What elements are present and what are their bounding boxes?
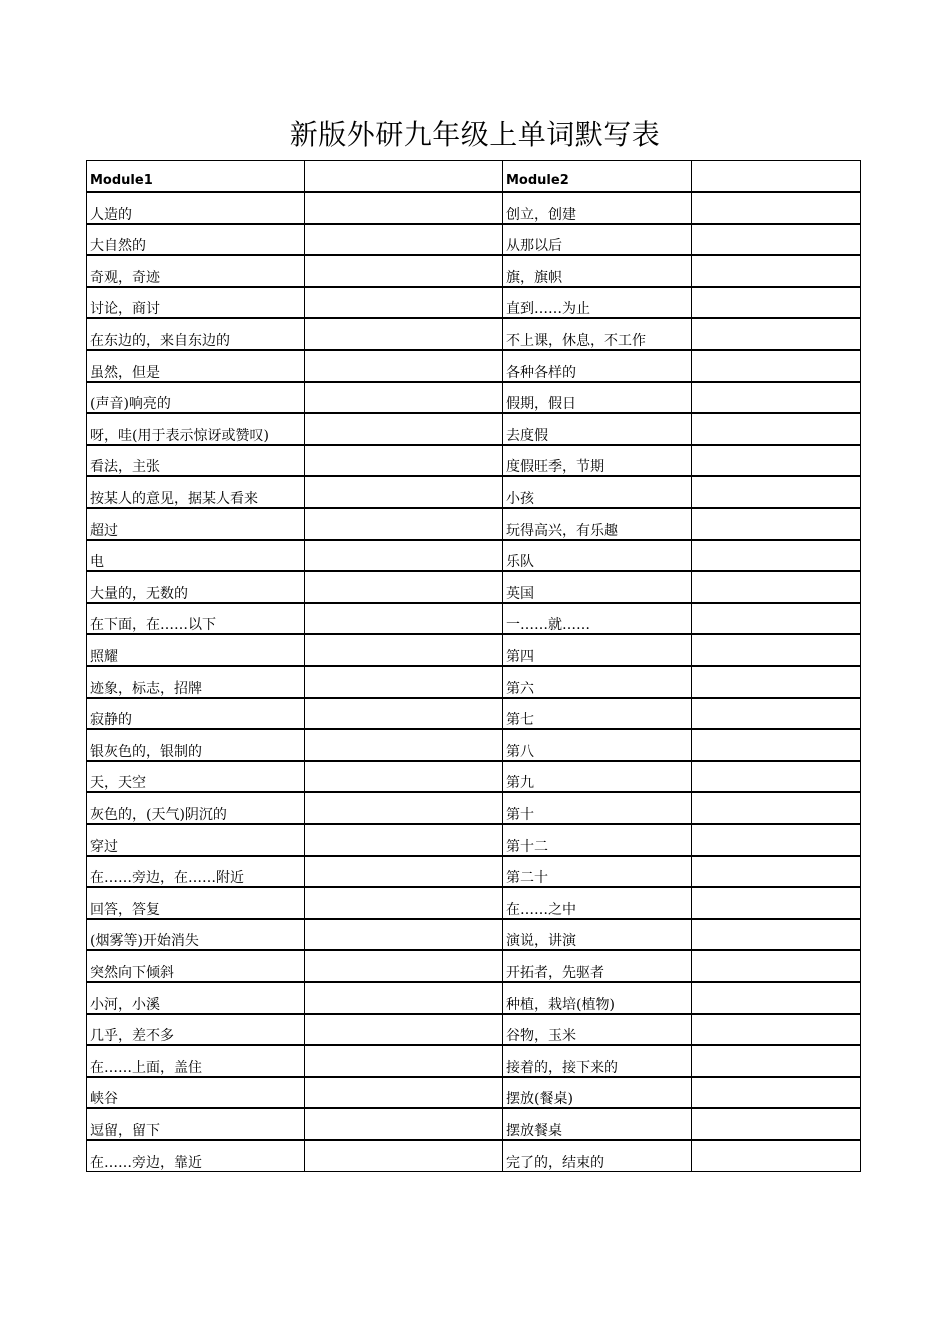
module1-answer-cell[interactable]	[305, 1014, 503, 1046]
module1-word: 在下面，在……以下	[87, 603, 305, 635]
module2-answer-cell[interactable]	[692, 856, 861, 888]
module2-answer-cell[interactable]	[692, 698, 861, 730]
module2-word: 摆放餐桌	[503, 1108, 692, 1140]
module1-word: 灰色的，(天气)阴沉的	[87, 792, 305, 824]
module2-word: 英国	[503, 571, 692, 603]
table-row	[87, 698, 861, 730]
module1-word: 照耀	[87, 634, 305, 666]
module2-answer-cell[interactable]	[692, 287, 861, 319]
module2-answer-cell[interactable]	[692, 540, 861, 572]
module2-word: 乐队	[503, 540, 692, 572]
module2-word: 从那以后	[503, 224, 692, 256]
module2-word: 在……之中	[503, 887, 692, 919]
table-row	[87, 634, 861, 666]
module1-word: 人造的	[87, 192, 305, 224]
table-row	[87, 224, 861, 256]
module1-answer-cell[interactable]	[305, 224, 503, 256]
module1-answer-cell[interactable]	[305, 445, 503, 477]
module1-word: 电	[87, 540, 305, 572]
module1-answer-cell[interactable]	[305, 856, 503, 888]
table-row	[87, 413, 861, 445]
module1-answer-cell[interactable]	[305, 382, 503, 414]
module2-answer-cell[interactable]	[692, 982, 861, 1014]
module1-word: 在……旁边，靠近	[87, 1140, 305, 1172]
module2-answer-cell[interactable]	[692, 792, 861, 824]
table-row	[87, 350, 861, 382]
module2-answer-cell[interactable]	[692, 1045, 861, 1077]
module1-answer-cell[interactable]	[305, 476, 503, 508]
module2-word: 假期，假日	[503, 382, 692, 414]
module1-answer-cell[interactable]	[305, 824, 503, 856]
table-row	[87, 192, 861, 224]
module1-word: 小河，小溪	[87, 982, 305, 1014]
module1-word: 银灰色的，银制的	[87, 729, 305, 761]
table-row	[87, 761, 861, 793]
table-row	[87, 1108, 861, 1140]
module1-word: 在东边的，来自东边的	[87, 318, 305, 350]
module1-answer-cell[interactable]	[305, 571, 503, 603]
module1-word: (烟雾等)开始消失	[87, 919, 305, 951]
module2-answer-cell[interactable]	[692, 824, 861, 856]
module2-answer-cell[interactable]	[692, 224, 861, 256]
module1-word: 大量的，无数的	[87, 571, 305, 603]
table-row	[87, 255, 861, 287]
module1-word: 回答，答复	[87, 887, 305, 919]
module1-answer-cell[interactable]	[305, 350, 503, 382]
table-row	[87, 919, 861, 951]
module2-word: 不上课，休息，不工作	[503, 318, 692, 350]
module1-word: 奇观，奇迹	[87, 255, 305, 287]
module1-answer-cell[interactable]	[305, 792, 503, 824]
module2-answer-cell[interactable]	[692, 571, 861, 603]
module2-answer-cell[interactable]	[692, 413, 861, 445]
module2-answer-cell[interactable]	[692, 1108, 861, 1140]
module1-answer-cell[interactable]	[305, 729, 503, 761]
module2-word: 度假旺季，节期	[503, 445, 692, 477]
module1-answer-cell[interactable]	[305, 287, 503, 319]
module2-word: 谷物，玉米	[503, 1014, 692, 1046]
module1-word: 几乎，差不多	[87, 1014, 305, 1046]
module1-answer-cell[interactable]	[305, 634, 503, 666]
table-row	[87, 950, 861, 982]
module2-word: 玩得高兴，有乐趣	[503, 508, 692, 540]
table-row	[87, 1045, 861, 1077]
module1-answer-cell[interactable]	[305, 318, 503, 350]
table-row	[87, 287, 861, 319]
module1-answer-cell[interactable]	[305, 950, 503, 982]
module2-word: 直到……为止	[503, 287, 692, 319]
table-row	[87, 856, 861, 888]
module1-answer-cell[interactable]	[305, 413, 503, 445]
module1-answer-cell[interactable]	[305, 255, 503, 287]
module2-word: 种植，栽培(植物)	[503, 982, 692, 1014]
page-title: 新版外研九年级上单词默写表	[289, 118, 661, 151]
module1-word: (声音)响亮的	[87, 382, 305, 414]
module2-word: 第十	[503, 792, 692, 824]
table-row	[87, 1077, 861, 1109]
module1-word: 虽然，但是	[87, 350, 305, 382]
module1-answer-cell[interactable]	[305, 603, 503, 635]
module2-word: 小孩	[503, 476, 692, 508]
module1-answer-cell[interactable]	[305, 540, 503, 572]
module2-word: 第六	[503, 666, 692, 698]
module1-word: 在……上面，盖住	[87, 1045, 305, 1077]
module1-header: Module1	[87, 161, 305, 193]
module1-word: 超过	[87, 508, 305, 540]
module2-word: 各种各样的	[503, 350, 692, 382]
module2-answer-cell[interactable]	[692, 508, 861, 540]
table-row	[87, 571, 861, 603]
table-row	[87, 1140, 861, 1172]
module1-word: 迹象，标志，招牌	[87, 666, 305, 698]
module1-answer-cell[interactable]	[305, 508, 503, 540]
table-row	[87, 666, 861, 698]
table-row	[87, 382, 861, 414]
module1-answer-cell[interactable]	[305, 1045, 503, 1077]
module2-word: 第八	[503, 729, 692, 761]
module2-answer-cell[interactable]	[692, 761, 861, 793]
table-row	[87, 982, 861, 1014]
module2-word: 摆放(餐桌)	[503, 1077, 692, 1109]
module1-answer-header[interactable]	[305, 161, 503, 193]
module1-answer-cell[interactable]	[305, 982, 503, 1014]
module2-word: 第九	[503, 761, 692, 793]
module2-answer-cell[interactable]	[692, 476, 861, 508]
module1-answer-cell[interactable]	[305, 192, 503, 224]
header-row	[87, 161, 861, 193]
module2-answer-cell[interactable]	[692, 382, 861, 414]
module2-answer-cell[interactable]	[692, 445, 861, 477]
table-row	[87, 318, 861, 350]
module2-answer-cell[interactable]	[692, 318, 861, 350]
module1-answer-cell[interactable]	[305, 1077, 503, 1109]
module1-answer-cell[interactable]	[305, 1108, 503, 1140]
module2-word: 一……就……	[503, 603, 692, 635]
module1-word: 天，天空	[87, 761, 305, 793]
table-row	[87, 1014, 861, 1046]
table-row	[87, 540, 861, 572]
module2-word: 去度假	[503, 413, 692, 445]
module2-answer-cell[interactable]	[692, 350, 861, 382]
module2-answer-cell[interactable]	[692, 950, 861, 982]
module2-word: 第十二	[503, 824, 692, 856]
table-row	[87, 824, 861, 856]
module1-answer-cell[interactable]	[305, 1140, 503, 1172]
module2-answer-cell[interactable]	[692, 887, 861, 919]
module1-word: 按某人的意见，据某人看来	[87, 476, 305, 508]
module1-answer-cell[interactable]	[305, 919, 503, 951]
module1-word: 看法，主张	[87, 445, 305, 477]
table-row	[87, 603, 861, 635]
module1-answer-cell[interactable]	[305, 666, 503, 698]
module1-answer-cell[interactable]	[305, 698, 503, 730]
module2-header: Module2	[503, 161, 692, 193]
module1-word: 寂静的	[87, 698, 305, 730]
module2-word: 第二十	[503, 856, 692, 888]
module2-answer-cell[interactable]	[692, 603, 861, 635]
module1-answer-cell[interactable]	[305, 887, 503, 919]
vocabulary-table	[86, 160, 861, 1172]
table-row	[87, 476, 861, 508]
module2-word: 开拓者，先驱者	[503, 950, 692, 982]
module2-word: 接着的，接下来的	[503, 1045, 692, 1077]
table-row	[87, 508, 861, 540]
module1-answer-cell[interactable]	[305, 761, 503, 793]
module2-word: 第四	[503, 634, 692, 666]
module1-word: 突然向下倾斜	[87, 950, 305, 982]
module2-answer-cell[interactable]	[692, 1140, 861, 1172]
module1-word: 讨论，商讨	[87, 287, 305, 319]
module2-answer-cell[interactable]	[692, 1014, 861, 1046]
module1-word: 逗留，留下	[87, 1108, 305, 1140]
module1-word: 呀，哇(用于表示惊讶或赞叹)	[87, 413, 305, 445]
module1-word: 在……旁边，在……附近	[87, 856, 305, 888]
module2-answer-cell[interactable]	[692, 919, 861, 951]
module2-word: 完了的，结束的	[503, 1140, 692, 1172]
module2-answer-header[interactable]	[692, 161, 861, 193]
module2-word: 旗，旗帜	[503, 255, 692, 287]
module2-word: 创立，创建	[503, 192, 692, 224]
module1-word: 穿过	[87, 824, 305, 856]
module2-answer-cell[interactable]	[692, 729, 861, 761]
module1-word: 大自然的	[87, 224, 305, 256]
table-row	[87, 792, 861, 824]
module1-word: 峡谷	[87, 1077, 305, 1109]
module2-answer-cell[interactable]	[692, 255, 861, 287]
module2-answer-cell[interactable]	[692, 192, 861, 224]
table-row	[87, 887, 861, 919]
module2-word: 第七	[503, 698, 692, 730]
module2-answer-cell[interactable]	[692, 634, 861, 666]
table-row	[87, 445, 861, 477]
module2-answer-cell[interactable]	[692, 1077, 861, 1109]
table-row	[87, 729, 861, 761]
module2-word: 演说，讲演	[503, 919, 692, 951]
module2-answer-cell[interactable]	[692, 666, 861, 698]
